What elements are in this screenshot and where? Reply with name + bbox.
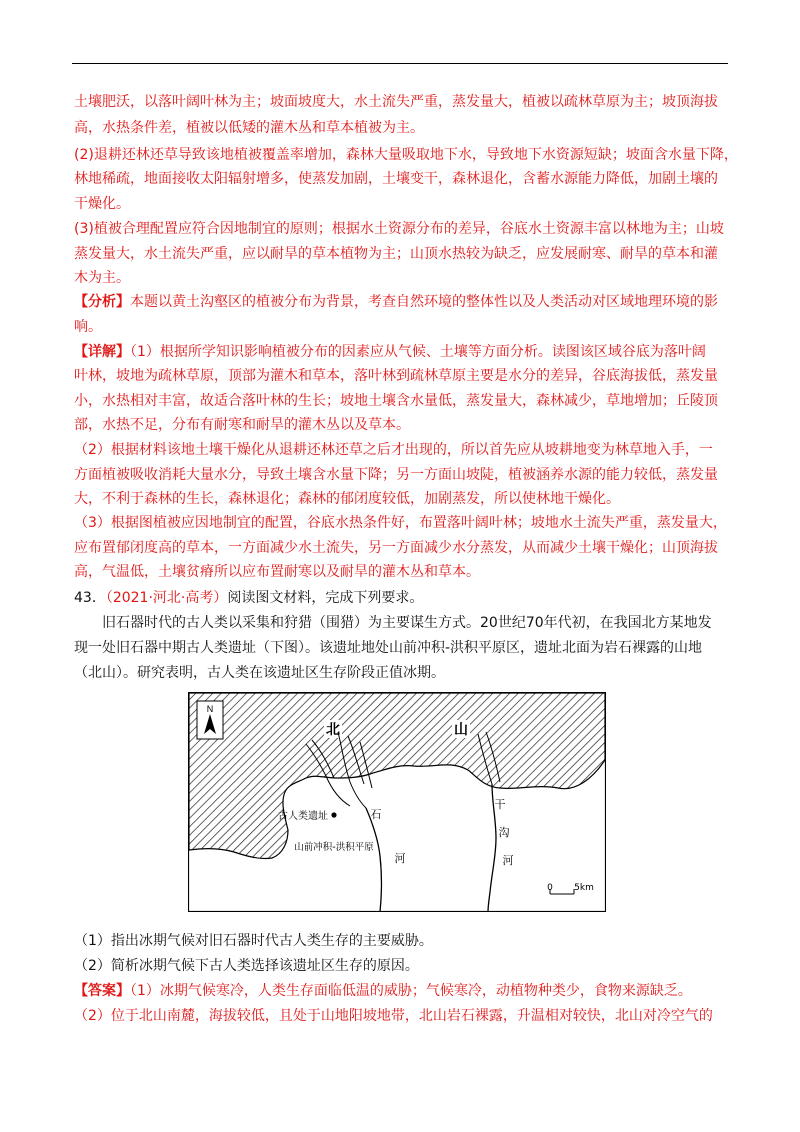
answer-1-line: 土壤肥沃，以落叶阔叶林为主；坡面坡度大，水土流失严重，蒸发量大，植被以疏林草原为主；坡顶海拔 bbox=[74, 94, 718, 110]
header-rule bbox=[72, 63, 728, 64]
analysis-text: 本题以黄土沟壑区的植被分布为背景，考查自然环境的整体性以及人类活动对区域地理环境的影 bbox=[130, 294, 718, 310]
detail-line: 叶林，坡地为疏林草原，顶部为灌木和草本，落叶林到疏林草原主要是水分的差异，谷底海拔低，蒸发量 bbox=[74, 368, 718, 384]
detail-line bbox=[74, 342, 730, 362]
site-label: 古人类遗址 bbox=[278, 811, 328, 822]
scale-zero: 0 bbox=[547, 883, 553, 893]
river-1-label-a: 石 bbox=[370, 808, 382, 821]
sub-question-2: （2）简析冰期气候下古人类选择该遗址区生存的原因。 bbox=[74, 958, 419, 974]
answer-2-line: (2)退耕还林还草导致该地植被覆盖率增加，森林大量吸取地下水，导致地下水资源短缺；坡面含水量下降， bbox=[74, 147, 738, 163]
answer-text-1: （1）冰期气候寒冷，人类生存面临低温的威胁；气候寒冷，动植物种类少，食物来源缺乏。 bbox=[130, 983, 692, 999]
detail-line: （3）根据图植被应因地制宜的配置，谷底水热条件好，布置落叶阔叶林；坡地水土流失严重，蒸发量大， bbox=[74, 515, 727, 531]
material-line: 现一处旧石器中期古人类遗址（下图）。该遗址地处山前冲积-洪积平原区，遗址北面为岩石裸露的山地 bbox=[74, 640, 703, 656]
answer-2-line: 林地稀疏，地面接收太阳辐射增多，使蒸发加剧，土壤变干，森林退化，含蓄水源能力降低，加剧土壤的 bbox=[74, 171, 718, 187]
detail-line: 小，水热相对丰富，故适合落叶林的生长；坡地土壤含水量低，蒸发量大，森林减少，草地增加；丘陵顶 bbox=[74, 393, 718, 409]
river-2-label-a: 干 bbox=[494, 798, 506, 811]
detail-line: 部，水热不足，分布有耐寒和耐旱的灌木丛以及草本。 bbox=[74, 417, 410, 433]
answer-1-line: 高，水热条件差，植被以低矮的灌木丛和草本植被为主。 bbox=[74, 120, 424, 136]
material-line: 旧石器时代的古人类以采集和狩猎（围猎）为主要谋生方式。20世纪70年代初，在我国北方某地发 bbox=[102, 615, 712, 631]
detail-line: （2）根据材料该地土壤干燥化从退耕还林还草之后才出现的，所以首先应从坡耕地变为林草地入手，一 bbox=[74, 442, 713, 458]
scale-five: 5km bbox=[574, 883, 594, 893]
sub-question-1: （1）指出冰期气候对旧石器时代古人类生存的主要威胁。 bbox=[74, 933, 433, 949]
mountain-label-2: 山 bbox=[454, 722, 468, 738]
answer-tag: 【答案】 bbox=[74, 983, 130, 999]
detail-line: 方面植被吸收消耗大量水分，导致土壤含水量下降；另一方面山坡陡，植被涵养水源的能力较低，蒸发量 bbox=[74, 467, 718, 483]
detail-tag: 【详解】 bbox=[74, 344, 130, 360]
answer-2-line: 干燥化。 bbox=[74, 196, 130, 212]
analysis-line bbox=[74, 292, 730, 312]
detail-line: 大，不利于森林的生长，森林退化；森林的郁闭度较低，加剧蒸发，所以使林地干燥化。 bbox=[74, 491, 620, 507]
river-2-label-c: 河 bbox=[502, 854, 514, 867]
mountain-label-1: 北 bbox=[326, 722, 340, 738]
river-1-label-b: 河 bbox=[394, 852, 406, 865]
river-2-label-b: 沟 bbox=[498, 826, 510, 839]
answer-3-line: 蒸发量大，水土流失严重，应以耐旱的草本植物为主；山顶水热较为缺乏，应发展耐寒、耐旱的草本和灌 bbox=[74, 246, 718, 262]
detail-line: 应布置郁闭度高的草本，一方面减少水土流失，另一方面减少水分蒸发，从而减少土壤干燥化；山顶海拔 bbox=[74, 540, 718, 556]
question-header bbox=[74, 588, 730, 608]
detail-line: 高，气温低，土壤贫瘠所以应布置耐寒以及耐旱的灌木丛和草本。 bbox=[74, 564, 480, 580]
analysis-tag: 【分析】 bbox=[74, 294, 130, 310]
site-marker bbox=[331, 812, 336, 817]
question-instruction: 阅读图文材料，完成下列要求。 bbox=[227, 590, 424, 606]
plain-label: 山前冲积-洪积平原 bbox=[294, 842, 374, 853]
detail-text: （1）根据所学知识影响植被分布的因素应从气候、土壤等方面分析。读图该区域谷底为落叶阔 bbox=[130, 344, 706, 360]
answer-line: （2）位于北山南麓，海拔较低，且处于山地阳坡地带，北山岩石裸露，升温相对较快，北山对冷空气的 bbox=[74, 1008, 713, 1024]
material-line: （北山）。研究表明，古人类在该遗址区生存阶段正值冰期。 bbox=[74, 665, 445, 681]
site-map bbox=[188, 692, 606, 912]
north-label: N bbox=[206, 704, 214, 714]
question-source: （2021·河北·高考） bbox=[105, 590, 228, 606]
answer-3-line: (3)植被合理配置应符合因地制宜的原则；根据水土资源分布的差异，谷底水土资源丰富以林地为主；山坡 bbox=[74, 221, 724, 237]
answer-line bbox=[74, 981, 730, 1001]
question-number: 43． bbox=[74, 590, 106, 606]
analysis-line: 响。 bbox=[74, 319, 102, 335]
answer-3-line: 木为主。 bbox=[74, 270, 130, 286]
